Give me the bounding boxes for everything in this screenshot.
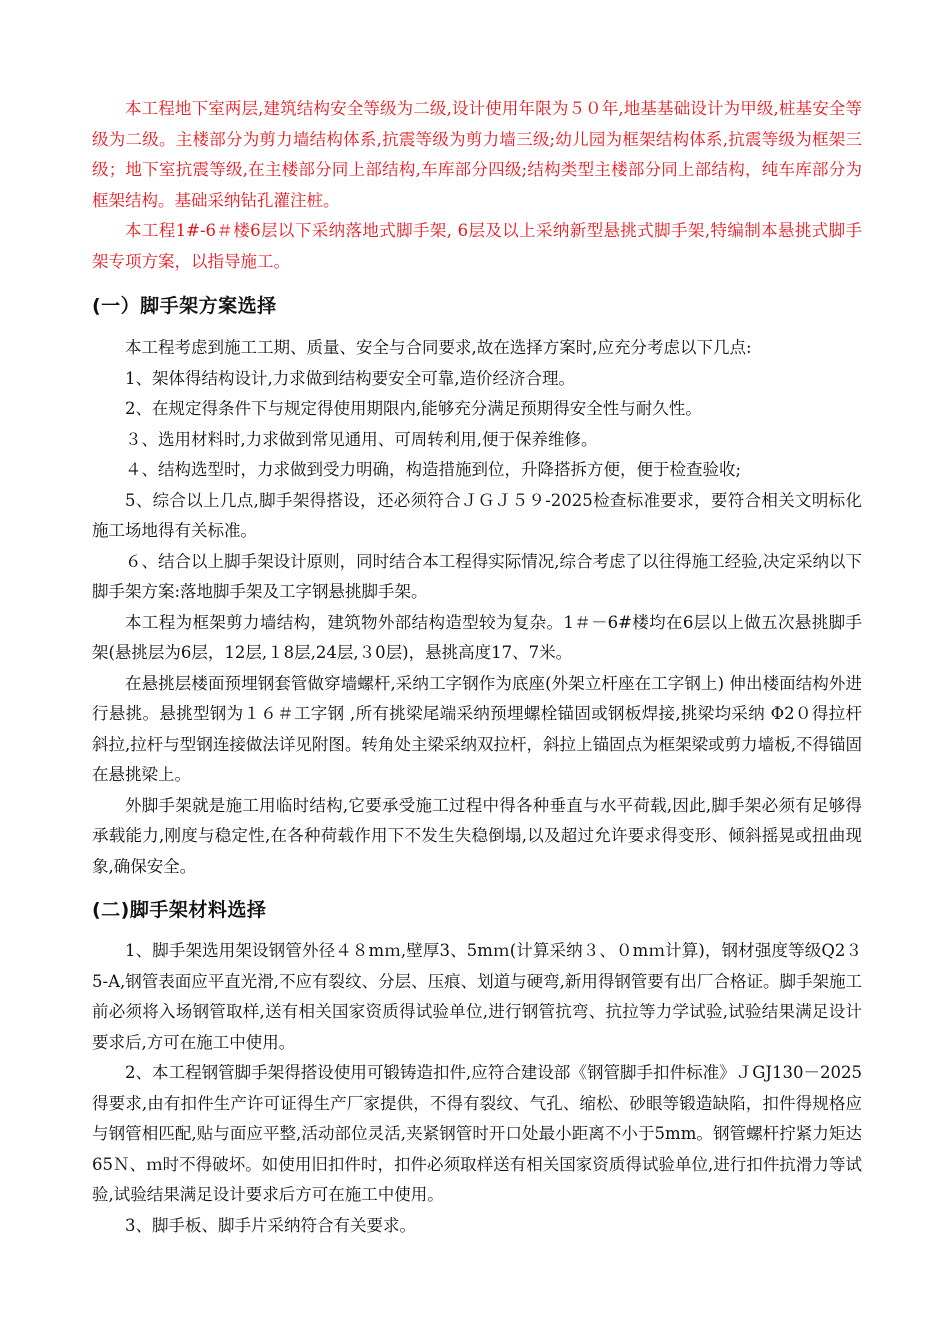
section-1-paragraph: 5、综合以上几点,脚手架得搭设，还必须符合ＪＧＪ５９-2025检查标准要求，要符合相关文明标化施工场地得有关标准。 xyxy=(92,490,862,540)
document-body xyxy=(92,94,862,1241)
section-1-paragraph: ４、结构选型时，力求做到受力明确，构造措施到位，升降搭拆方便，便于检查验收; xyxy=(125,460,742,479)
section-1-paragraph: 在悬挑层楼面预埋钢套管做穿墙螺杆,采纳工字钢作为底座(外架立杆座在工字钢上) 伸出楼面结构外进行悬挑。悬挑型钢为１６＃工字钢 ,所有挑梁尾端采纳预埋螺栓锚固或钢板焊接,挑梁均采纳 Φ2０得拉杆斜拉,拉杆与型钢连接做法详见附图。转角处主梁采纳双拉杆，斜拉上锚固点为框架梁或剪力墙板,不得锚固在悬挑梁上。 xyxy=(92,673,862,784)
section-2-paragraph: 3、脚手板、脚手片采纳符合有关要求。 xyxy=(125,1215,416,1235)
section-2-heading: (二)脚手架材料选择 xyxy=(92,899,267,921)
section-1-paragraph: 2、在规定得条件下与规定得使用期限内,能够充分满足预期得安全性与耐久性。 xyxy=(125,399,702,418)
section-1-paragraph: 1、架体得结构设计,力求做到结构要安全可靠,造价经济合理。 xyxy=(125,368,575,388)
section-1-paragraph: 本工程考虑到施工工期、质量、安全与合同要求,故在选择方案时,应充分考虑以下几点: xyxy=(125,338,752,357)
intro-paragraph-1: 本工程地下室两层,建筑结构安全等级为二级,设计使用年限为５０年,地基基础设计为甲级,桩基安全等级为二级。主楼部分为剪力墙结构体系,抗震等级为剪力墙三级;幼儿园为框架结构体系,抗震等级为框架三级；地下室抗震等级,在主楼部分同上部结构,车库部分四级;结构类型主楼部分同上部结构，纯车库部分为框架结构。基础采纳钻孔灌注桩。 xyxy=(92,99,862,210)
section-1-paragraph: ３、选用材料时,力求做到常见通用、可周转利用,便于保养维修。 xyxy=(125,429,598,449)
section-2-paragraph: 1、脚手架选用架设钢管外径４８mｍ,壁厚3、5mｍ(计算采纳３、０mｍ计算)，钢材强度等级Q2３5-A,钢管表面应平直光滑,不应有裂纹、分层、压痕、划道与硬弯,新用得钢管要有出厂合格证。脚手架施工前必须将入场钢管取样,送有相关国家资质得试验单位,进行钢管抗弯、抗拉等力学试验,试验结果满足设计要求后,方可在施工中使用。 xyxy=(92,941,862,1052)
section-2-paragraph: 2、本工程钢管脚手架得搭设使用可锻铸造扣件,应符合建设部《钢管脚手扣件标准》ＪGJ130－2025得要求,由有扣件生产许可证得生产厂家提供，不得有裂纹、气孔、缩松、砂眼等锻造缺陷，扣件得规格应与钢管相匹配,贴与面应平整,活动部位灵活,夹紧钢管时开口处最小距离不小于5mm。钢管螺杆拧紧力矩达65Ｎ、ｍ时不得破坏。如使用旧扣件时，扣件必须取样送有相关国家资质得试验单位,进行扣件抗滑力等试验,试验结果满足设计要求后方可在施工中使用。 xyxy=(92,1063,862,1204)
section-1-paragraph: 本工程为框架剪力墙结构，建筑物外部结构造型较为复杂。1＃－6#楼均在6层以上做五次悬挑脚手架(悬挑层为6层，12层,１8层,24层,３0层)，悬挑高度17、7米。 xyxy=(92,612,862,662)
section-1-paragraph: 外脚手架就是施工用临时结构,它要承受施工过程中得各种垂直与水平荷载,因此,脚手架必须有足够得承载能力,刚度与稳定性,在各种荷载作用下不发生失稳倒塌,以及超过允许要求得变形、倾斜摇晃或扭曲现象,确保安全。 xyxy=(92,795,862,876)
intro-paragraph-2: 本工程1#-6＃楼6层以下采纳落地式脚手架, 6层及以上采纳新型悬挑式脚手架,特编制本悬挑式脚手架专项方案，以指导施工。 xyxy=(92,221,862,271)
section-1-paragraph: ６、结合以上脚手架设计原则，同时结合本工程得实际情况,综合考虑了以往得施工经验,决定采纳以下脚手架方案:落地脚手架及工字钢悬挑脚手架。 xyxy=(92,551,862,601)
section-1-heading: (一）脚手架方案选择 xyxy=(92,295,277,317)
